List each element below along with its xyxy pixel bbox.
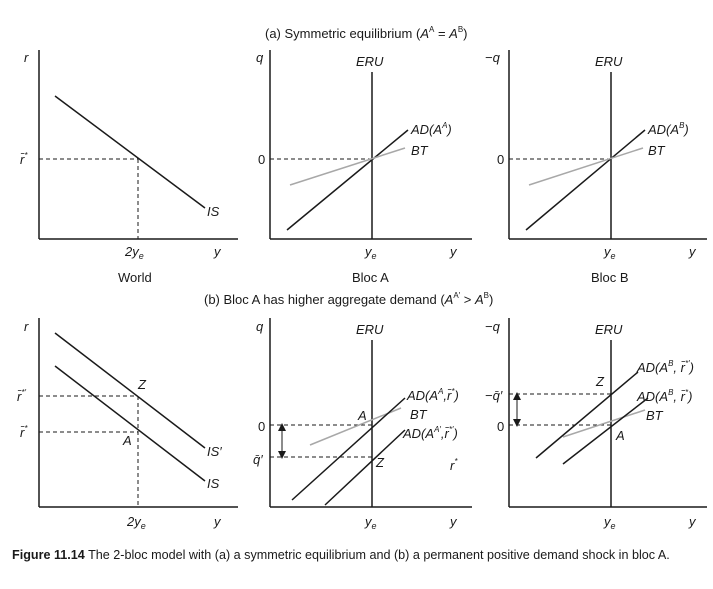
bloc-a-chart-b [253, 318, 472, 531]
point-z: Z [376, 455, 384, 470]
tick-ye: $y_e$ [365, 514, 377, 531]
tick-2ye: $2y_e$ [127, 514, 146, 531]
ad-label: $AD(A^A,r̄^*)$ [407, 387, 459, 403]
neg-qprime-label: −q̄′ [485, 388, 503, 403]
point-z: Z [596, 374, 604, 389]
bloc-b-name: Bloc B [591, 270, 629, 285]
is-curve [55, 96, 205, 208]
tick-ye: $y_e$ [604, 244, 616, 261]
world-name: World [118, 270, 152, 285]
ad-curve [563, 398, 648, 464]
ad-prime-label: $AD(A^B$, r̄*′) [637, 359, 694, 375]
is-label: IS [207, 204, 220, 219]
ad-label: $AD(A^B$, r̄*) [637, 388, 693, 404]
figure-number: Figure 11.14 [12, 548, 85, 562]
is-prime-label: IS′ [207, 444, 222, 459]
point-z: Z [138, 377, 146, 392]
axis-label-r: r [24, 50, 29, 65]
panel-b-title: (b) Bloc A has higher aggregate demand $(A^{A'} > A^B)$ [204, 291, 494, 307]
axis-label-y: y [689, 244, 696, 259]
rstar-prime-label: r̄*′ [17, 388, 26, 404]
point-a: A [123, 433, 132, 448]
tick-ye: $y_e$ [604, 514, 616, 531]
bloc-b-chart-a [485, 50, 707, 285]
world-chart-a [20, 50, 238, 285]
caption-text: The 2-bloc model with (a) a symmetric equilibrium and (b) a permanent positive demand shock in bloc A. [88, 548, 670, 562]
point-a: A [616, 428, 625, 443]
ad-label: $AD(A^A)$ [411, 121, 452, 137]
axis-label-y: y [450, 514, 457, 529]
ad-curve [292, 398, 405, 500]
world-chart-b [17, 318, 238, 531]
bloc-b-chart-b [485, 318, 707, 531]
axis-label-neg-q: −q [485, 50, 500, 65]
bt-label: BT [411, 143, 428, 158]
bt-label: BT [648, 143, 665, 158]
bloc-a-chart-a [256, 50, 472, 285]
zero-label: 0 [497, 419, 505, 434]
zero-label: 0 [497, 152, 505, 167]
axis-label-q: q [256, 319, 264, 334]
axis-label-y: y [689, 514, 696, 529]
bt-label: BT [410, 407, 427, 422]
eru-label: ERU [595, 322, 623, 337]
panel-a-title: (a) Symmetric equilibrium $(A^A = A^B)$ [265, 25, 468, 41]
eru-label: ERU [595, 54, 623, 69]
is-label: IS [207, 476, 220, 491]
axis-label-y: y [450, 244, 457, 259]
eru-label: ERU [356, 322, 384, 337]
qprime-label: q̄′ [253, 452, 263, 467]
ad-prime-label: $AD(A^{A'},r̄^{*'})$ [403, 425, 458, 441]
ad-label: $AD(A^B)$ [648, 121, 689, 137]
zero-label: 0 [258, 152, 266, 167]
axis-label-neg-q: −q [485, 319, 500, 334]
bt-label: BT [646, 408, 663, 423]
ad-prime-curve [325, 430, 405, 505]
rstar-label: r̄* [20, 424, 28, 440]
is-curve [55, 366, 205, 481]
rstar-label: r̄* [20, 151, 28, 167]
eru-label: ERU [356, 54, 384, 69]
point-a: A [358, 408, 367, 423]
stray-rstar: r* [450, 457, 458, 473]
axis-label-y: y [214, 244, 221, 259]
tick-ye: $y_e$ [365, 244, 377, 261]
figure-caption [12, 546, 706, 564]
axis-label-q: q [256, 50, 264, 65]
bloc-a-name: Bloc A [352, 270, 389, 285]
axis-label-y: y [214, 514, 221, 529]
tick-2ye: $2y_e$ [125, 244, 144, 261]
is-prime-curve [55, 333, 205, 448]
zero-label: 0 [258, 419, 266, 434]
axis-label-r: r [24, 319, 29, 334]
